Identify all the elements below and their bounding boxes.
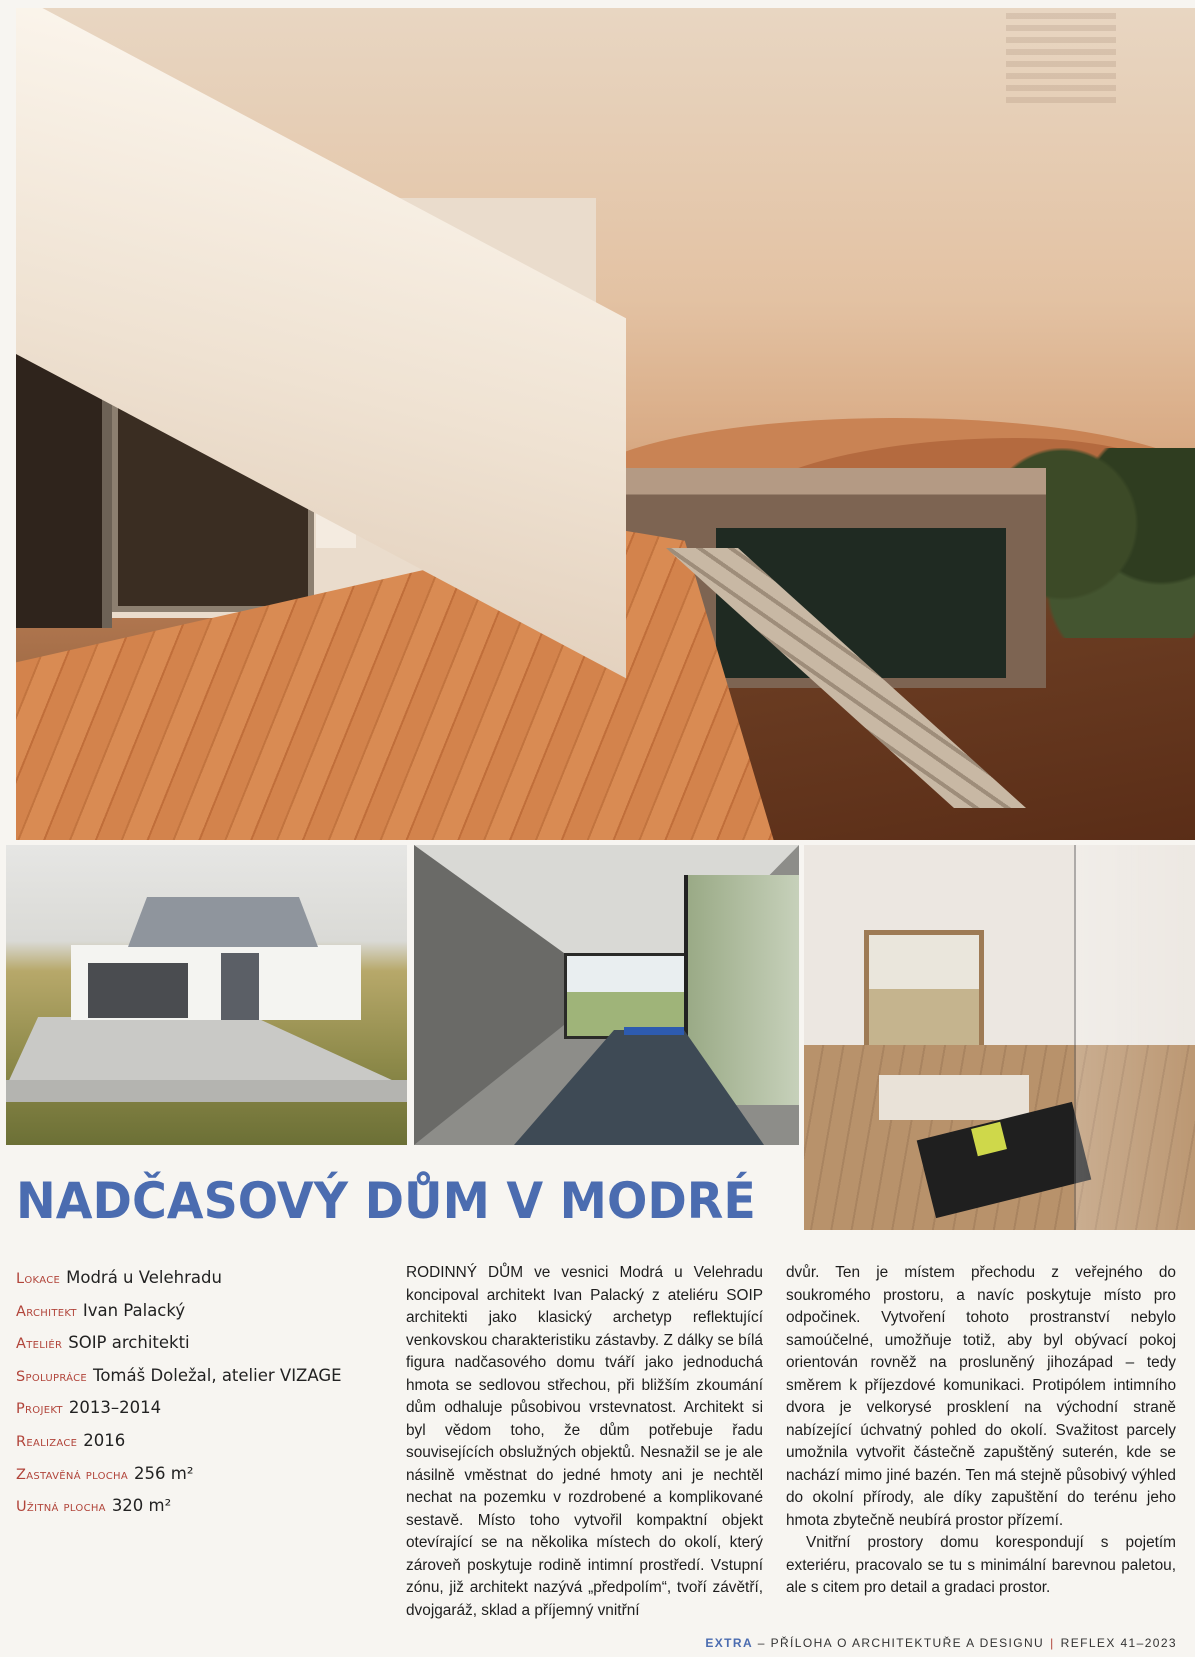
photo-living-room <box>804 845 1195 1230</box>
fact-lokace: Lokace Modrá u Velehradu <box>16 1268 222 1287</box>
fact-architekt: Architekt Ivan Palacký <box>16 1300 186 1320</box>
fact-uzitna-plocha: Užitná plocha 320 m² <box>16 1496 172 1516</box>
project-facts <box>16 1266 396 1527</box>
fact-atelier: Ateliér SOIP architekti <box>16 1333 190 1353</box>
article-paragraph: dvůr. Ten je místem přechodu z veřejného do soukromého prostoru, a navíc poskytuje místo pro odpočinek. Vytvoření tohoto prostranství nebylo samoúčelné, umožňuje totiž, aby byl obývací pokoj orientován rovněž na prosluněný jihozápad – tedy směrem k příjezdové komunikaci. Protipólem intimního dvora je velkorysé prosklení na východní straně nabízející úchvatný pohled do okolí. Svažitost parcely umožnila vytvořit částečně zapuštěný suterén, kde se nachází mimo jiné bazén. Ten má stejně působivý výhled do okolní přírody, ale díky zapuštění do terénu jeho hmota zbytečně neubírá prostor přízemí. <box>786 1264 1176 1529</box>
footer-section: – PŘÍLOHA O ARCHITEKTUŘE A DESIGNU <box>757 1636 1045 1650</box>
fact-projekt: Projekt 2013–2014 <box>16 1398 162 1418</box>
article-paragraph: Vnitřní prostory domu korespondují s pojetím exteriéru, pracovalo se tu s minimální barevnou paletou, ale s citem pro detail a gradaci prostor. <box>786 1534 1176 1596</box>
article-paragraph: RODINNÝ DŮM ve vesnici Modrá u Velehradu koncipoval architekt Ivan Palacký z ateliéru SOIP architekti jako klasický archetyp reflektující venkovskou charakteristiku zástavby. Z dálky se bílá figura nadčasového domu tváří jako jednoduchá hmota se sedlovou střechou, při bližším zkoumání dům odhaluje působivou vrstevnatost. Architekt si byl vědom toho, že dům potřebuje řadu souvisejících obslužných objektů. Nesnažil se je ale násilně vměstnat do jedné hmoty ani je nechtěl nechat na pozemku v rozdrobené a komplikované sestavě. Místo toho vytvořil kompaktní objekt otevírající se na několika místech do okolí, který zároveň poskytuje rodině intimní prostředí. Vstupní zónu, již architekt nazývá „předpolím“, tvoří závětří, dvojgaráž, sklad a příjemný vnitřní <box>406 1264 763 1619</box>
fact-realizace: Realizace 2016 <box>16 1430 126 1450</box>
fact-spoluprace: Spolupráce Tomáš Doležal, atelier VIZAGE <box>16 1365 342 1385</box>
article-column-1 <box>406 1262 763 1622</box>
photo-house-exterior <box>6 845 407 1145</box>
footer-brand: EXTRA <box>705 1636 754 1650</box>
page-footer <box>705 1636 1177 1650</box>
footer-issue: REFLEX 41–2023 <box>1060 1636 1177 1650</box>
lead-in: RODINNÝ DŮM <box>406 1264 524 1281</box>
fact-zastavena-plocha: Zastavěná plocha 256 m² <box>16 1463 194 1483</box>
article-column-2 <box>786 1262 1176 1600</box>
footer-separator: | <box>1050 1636 1055 1650</box>
photo-indoor-pool <box>414 845 799 1145</box>
hero-photo-terrace <box>16 8 1195 840</box>
article-title: NADČASOVÝ DŮM V MODRÉ <box>16 1172 756 1230</box>
